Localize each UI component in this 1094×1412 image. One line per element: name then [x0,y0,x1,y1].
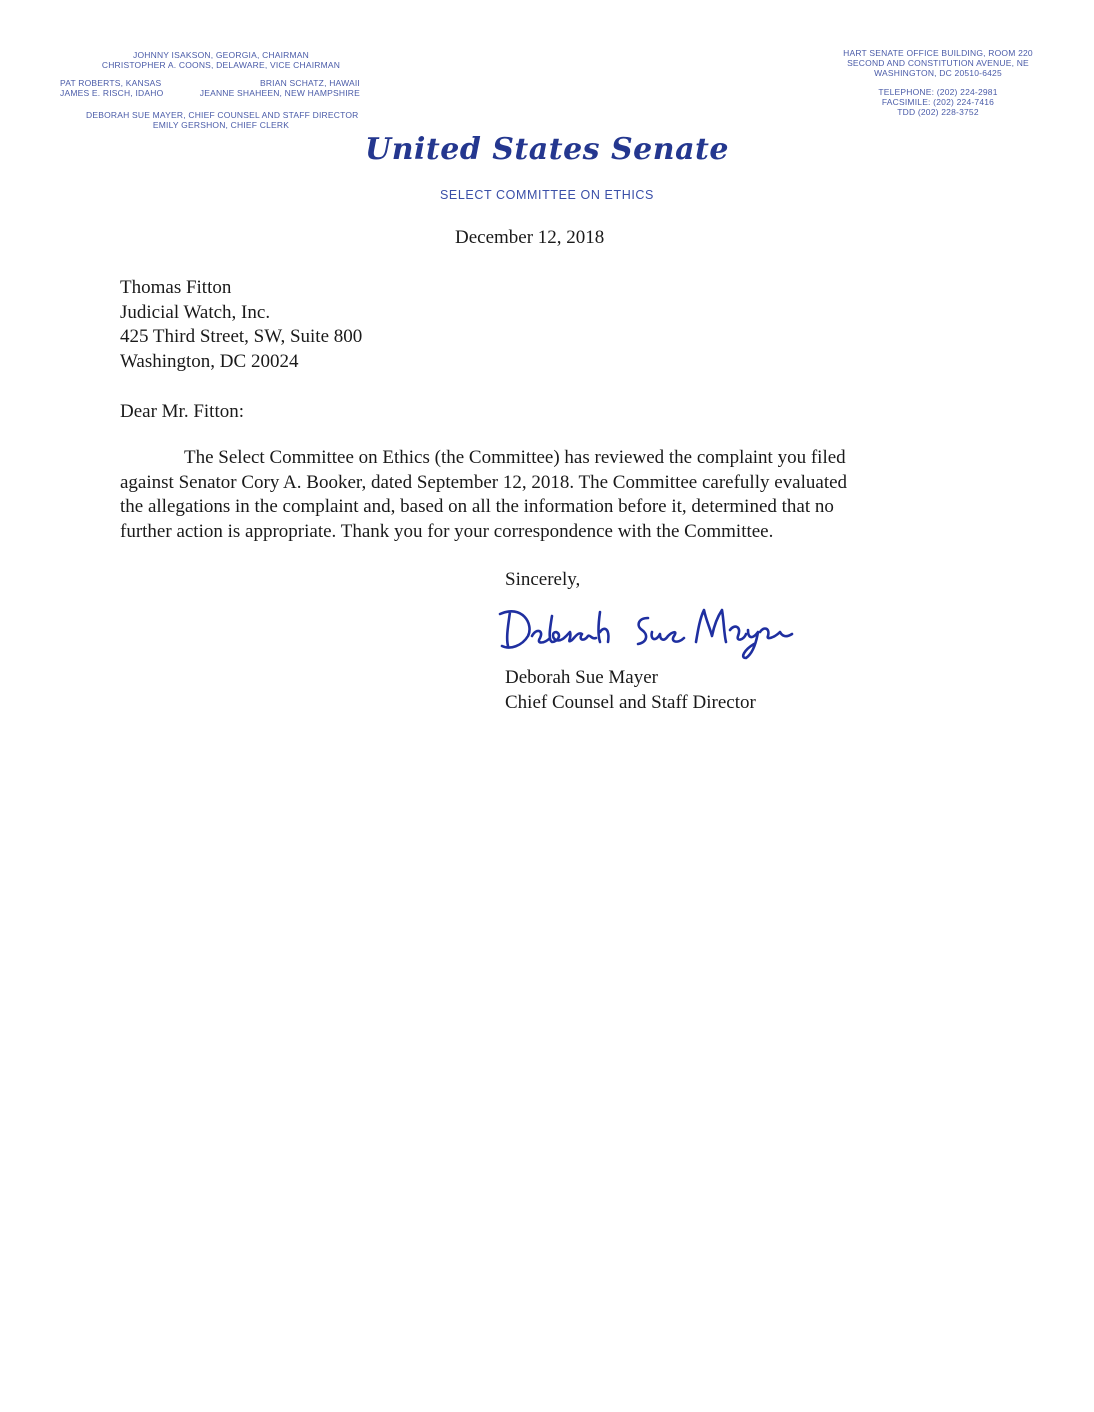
letterhead-member-row [60,88,360,98]
signature-block [505,666,756,715]
closing: Sincerely, [505,569,581,590]
letterhead-address-line: SECOND AND CONSTITUTION AVENUE, NE [847,58,1029,68]
signer-name: Deborah Sue Mayer [505,667,659,688]
letterhead-chief-clerk: EMILY GERSHON, CHIEF CLERK [152,120,290,130]
letterhead-staff-block [86,110,359,130]
letterhead-member: JAMES E. RISCH, IDAHO [60,88,164,98]
letterhead-vice-chairman: CHRISTOPHER A. COONS, DELAWARE, VICE CHAIRMAN [101,60,341,70]
recipient-street: 425 Third Street, SW, Suite 800 [120,326,363,347]
letterhead-member: JEANNE SHAHEEN, NEW HAMPSHIRE [199,88,360,98]
letterhead-chair-block [86,50,356,70]
senate-title: United States Senate [365,132,729,167]
letterhead-telephone: TELEPHONE: (202) 224-2981 [878,87,998,97]
letterhead-chairman: JOHNNY ISAKSON, GEORGIA, CHAIRMAN [133,50,309,60]
recipient-address [120,276,362,374]
letterhead-facsimile: FACSIMILE: (202) 224-7416 [881,97,995,107]
letterhead-address-block [838,48,1038,78]
letterhead-staff-director: DEBORAH SUE MAYER, CHIEF COUNSEL AND STAFF DIRECTOR [86,110,359,120]
recipient-city: Washington, DC 20024 [120,350,299,372]
body-line: the allegations in the complaint and, based on all the information before it, determined that no [120,496,834,517]
letterhead-address-line: WASHINGTON, DC 20510-6425 [874,68,1002,78]
letter-body [120,446,960,544]
handwritten-signature [492,596,812,666]
body-line: The Select Committee on Ethics (the Committee) has reviewed the complaint you filed [184,447,846,468]
body-line: further action is appropriate. Thank you for your correspondence with the Committee. [120,520,774,542]
body-line: against Senator Cory A. Booker, dated September 12, 2018. The Committee carefully evaluated [120,471,848,493]
letterhead-member: BRIAN SCHATZ, HAWAII [259,78,360,88]
salutation: Dear Mr. Fitton: [120,401,245,422]
letterhead-phone-block [858,87,1018,117]
recipient-organization: Judicial Watch, Inc. [120,301,271,323]
signer-title: Chief Counsel and Staff Director [505,691,756,713]
letterhead-address-line: HART SENATE OFFICE BUILDING, ROOM 220 [843,48,1033,58]
signature-strokes [500,610,792,658]
letterhead-member: PAT ROBERTS, KANSAS [60,78,162,88]
letterhead-members-block [60,78,360,98]
letterhead-tdd: TDD (202) 228-3752 [897,107,979,117]
letterhead-member-row [60,78,360,88]
recipient-name: Thomas Fitton [120,277,232,298]
letter-date: December 12, 2018 [455,227,605,248]
committee-name: SELECT COMMITTEE ON ETHICS [439,188,654,202]
